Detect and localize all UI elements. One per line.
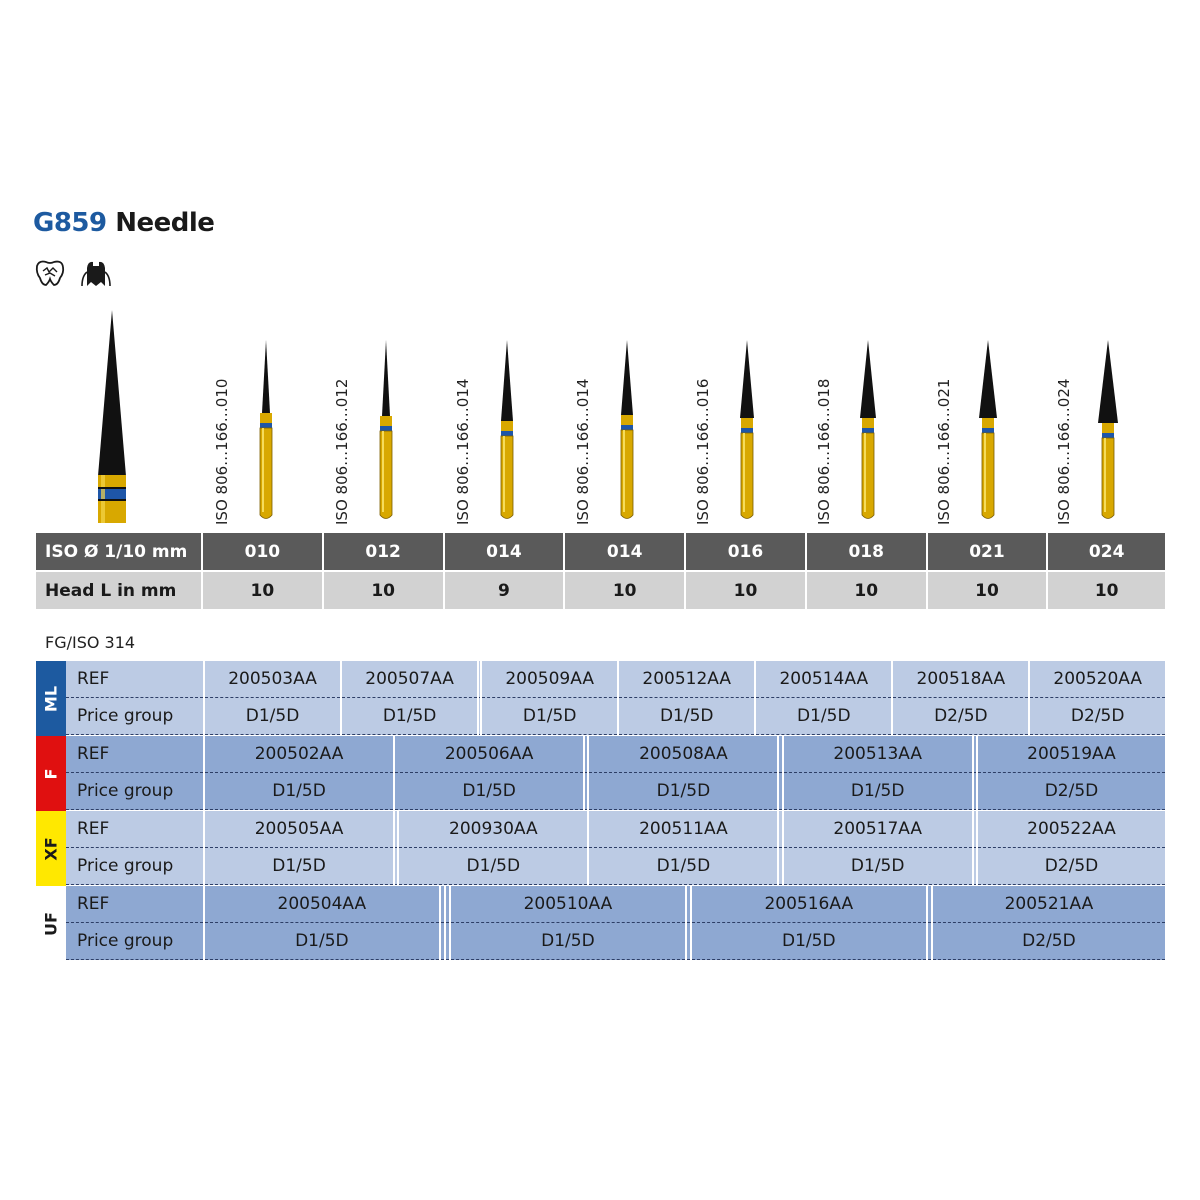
bur-large-illustration (92, 308, 136, 523)
price-cell: D1/5D (204, 923, 440, 960)
iso-row (36, 533, 1165, 571)
grade-table (66, 886, 1165, 960)
price-cell: D2/5D (977, 773, 1165, 810)
bur-illustration (612, 330, 642, 525)
ref-cell: 200503AA (204, 661, 341, 698)
grade-tag (36, 811, 66, 886)
iso-size: 012 (323, 533, 444, 571)
iso-code-label: ISO 806…166…014 (454, 378, 472, 525)
grade-tag-label: UF (41, 911, 61, 936)
price-row-label: Price group (66, 923, 204, 960)
price-cell: D1/5D (783, 773, 973, 810)
price-cell: D1/5D (394, 773, 584, 810)
ref-row-label: REF (66, 736, 204, 773)
bur-column (805, 330, 925, 525)
iso-code-label: ISO 806…166…024 (1055, 378, 1073, 525)
iso-size: 018 (806, 533, 927, 571)
page-title (33, 208, 214, 238)
bur-column (564, 330, 684, 525)
ref-cell: 200505AA (204, 811, 394, 848)
price-cell: D1/5D (450, 923, 686, 960)
price-cell: D2/5D (932, 923, 1165, 960)
price-row-label: Price group (66, 698, 204, 735)
ref-cell: 200522AA (977, 811, 1165, 848)
application-icons (33, 258, 113, 288)
price-cell: D2/5D (977, 848, 1165, 885)
ref-cell: 200519AA (977, 736, 1165, 773)
iso-label: ISO Ø 1/10 mm (36, 533, 202, 571)
ref-cell: 200520AA (1029, 661, 1165, 698)
price-cell: D1/5D (481, 698, 618, 735)
grade-tag-label: XF (41, 836, 61, 861)
grit-grade-table (36, 661, 1165, 961)
ref-row (66, 736, 1165, 773)
price-row (66, 923, 1165, 960)
product-name: Needle (115, 208, 215, 238)
iso-code-label: ISO 806…166…018 (815, 378, 833, 525)
ref-cell: 200506AA (394, 736, 584, 773)
iso-code-label: ISO 806…166…016 (694, 378, 712, 525)
bur-column (323, 330, 443, 525)
grade-table (66, 736, 1165, 810)
product-code: G859 (33, 208, 107, 238)
price-cell: D1/5D (398, 848, 588, 885)
grade-tag (36, 886, 66, 961)
grade-f (36, 736, 1165, 811)
ref-row-label: REF (66, 886, 204, 923)
ref-row-label: REF (66, 811, 204, 848)
ref-row (66, 886, 1165, 923)
price-row-label: Price group (66, 773, 204, 810)
spec-table (36, 533, 1165, 609)
grade-table (66, 661, 1165, 735)
price-cell: D1/5D (588, 848, 778, 885)
tooth-preparation-icon (33, 258, 67, 288)
price-row (66, 698, 1165, 735)
grade-tag (36, 661, 66, 736)
price-cell: D1/5D (783, 848, 973, 885)
iso-size: 016 (685, 533, 806, 571)
bur-column (444, 330, 564, 525)
iso-size: 024 (1047, 533, 1165, 571)
price-row-label: Price group (66, 848, 204, 885)
price-cell: D1/5D (204, 848, 394, 885)
ref-cell: 200510AA (450, 886, 686, 923)
ref-cell: 200516AA (691, 886, 927, 923)
iso-size: 014 (564, 533, 685, 571)
price-cell: D1/5D (588, 773, 778, 810)
grade-tag-label: F (41, 768, 61, 779)
grade-tag-label: ML (41, 685, 61, 712)
price-cell: D2/5D (892, 698, 1029, 735)
bur-column (925, 330, 1045, 525)
head-length: 10 (806, 571, 927, 609)
head-length: 10 (564, 571, 685, 609)
ref-cell: 200509AA (481, 661, 618, 698)
bur-illustration (1093, 330, 1123, 525)
price-cell: D1/5D (755, 698, 892, 735)
iso-size: 021 (927, 533, 1048, 571)
iso-size: 010 (202, 533, 323, 571)
price-cell: D1/5D (204, 698, 341, 735)
ref-cell: 200514AA (755, 661, 892, 698)
ref-row (66, 811, 1165, 848)
ref-cell: 200512AA (618, 661, 755, 698)
bur-illustration (251, 330, 281, 525)
ref-cell: 200521AA (932, 886, 1165, 923)
price-cell: D1/5D (691, 923, 927, 960)
grade-ml (36, 661, 1165, 736)
price-cell: D1/5D (618, 698, 755, 735)
ref-row (66, 661, 1165, 698)
ref-cell: 200504AA (204, 886, 440, 923)
price-cell: D1/5D (341, 698, 478, 735)
ref-cell: 200507AA (341, 661, 478, 698)
price-row (66, 773, 1165, 810)
price-row (66, 848, 1165, 885)
shank-type-label: FG/ISO 314 (45, 633, 136, 652)
iso-code-label: ISO 806…166…021 (935, 378, 953, 525)
bur-column (203, 330, 323, 525)
grade-uf (36, 886, 1165, 961)
head-length: 10 (1047, 571, 1165, 609)
bur-illustration (732, 330, 762, 525)
crown-icon (79, 258, 113, 288)
head-length: 10 (927, 571, 1048, 609)
iso-code-label: ISO 806…166…010 (213, 378, 231, 525)
grade-tag (36, 736, 66, 811)
head-length-label: Head L in mm (36, 571, 202, 609)
ref-cell: 200518AA (892, 661, 1029, 698)
grade-table (66, 811, 1165, 885)
ref-cell: 200930AA (398, 811, 588, 848)
ref-cell: 200508AA (588, 736, 778, 773)
grade-xf (36, 811, 1165, 886)
head-length: 10 (202, 571, 323, 609)
bur-illustration (492, 330, 522, 525)
bur-illustration (853, 330, 883, 525)
head-length: 10 (685, 571, 806, 609)
ref-cell: 200517AA (783, 811, 973, 848)
bur-illustration (371, 330, 401, 525)
head-length: 9 (444, 571, 565, 609)
iso-size: 014 (444, 533, 565, 571)
ref-cell: 200502AA (204, 736, 394, 773)
head-length: 10 (323, 571, 444, 609)
ref-cell: 200513AA (783, 736, 973, 773)
iso-code-label: ISO 806…166…014 (574, 378, 592, 525)
bur-illustration (973, 330, 1003, 525)
price-cell: D1/5D (204, 773, 394, 810)
ref-row-label: REF (66, 661, 204, 698)
iso-code-label: ISO 806…166…012 (333, 378, 351, 525)
ref-cell: 200511AA (588, 811, 778, 848)
bur-column (1045, 330, 1165, 525)
price-cell: D2/5D (1029, 698, 1165, 735)
bur-column (684, 330, 804, 525)
head-length-row (36, 571, 1165, 609)
